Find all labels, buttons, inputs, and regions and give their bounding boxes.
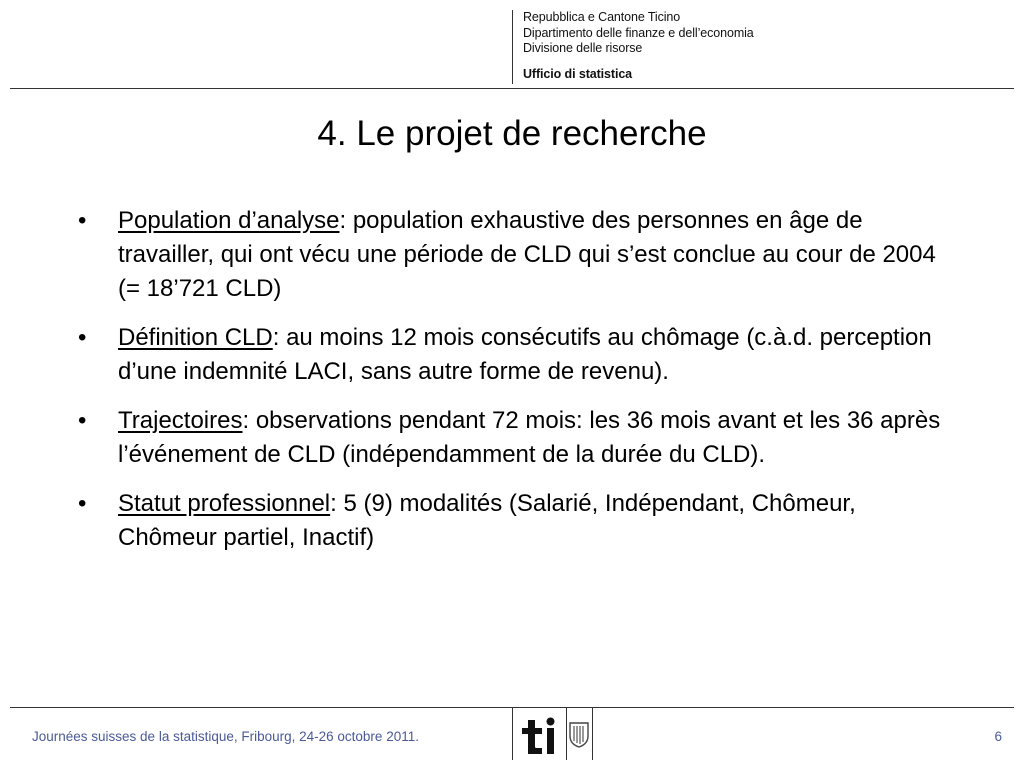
bullet-text: : 5 (9) modalités (Salarié, Indépendant, Chômeur, Chômeur partiel, Inactif) — [118, 490, 856, 551]
bullet-term: Statut professionnel — [118, 490, 331, 517]
footer-logo-area — [512, 708, 592, 760]
bullet-text: : population exhaustive des personnes en âge de travailler, qui ont vécu une période de CLD qui s’est conclue au cour de 2004 (= 18’721 CLD) — [118, 207, 936, 302]
list-item — [70, 404, 950, 472]
bullet-term: Trajectoires — [118, 407, 243, 434]
page-number: 6 — [994, 729, 1002, 744]
bullet-text: : observations pendant 72 mois: les 36 mois avant et les 36 après l’événement de CLD (indépendamment de la durée du CLD). — [118, 407, 941, 468]
bullet-term: Population d’analyse — [118, 207, 340, 234]
bullet-text: : au moins 12 mois consécutifs au chômage (c.à.d. perception d’une indemnité LACI, sans autre forme de revenu). — [118, 324, 932, 385]
bullet-dot: • — [78, 490, 87, 517]
header-line-division: Divisione delle risorse — [523, 41, 643, 55]
bullet-list — [70, 204, 950, 570]
logo-divider-middle — [566, 708, 567, 760]
header-line-republic: Repubblica e Cantone Ticino — [523, 10, 681, 24]
footer-conference-text: Journées suisses de la statistique, Fribourg, 24-26 octobre 2011. — [32, 729, 419, 744]
header-line-department: Dipartimento delle finanze e dell’economia — [523, 25, 754, 40]
bullet-term: Définition CLD — [118, 324, 273, 351]
list-item — [70, 204, 950, 306]
bullet-dot: • — [78, 324, 87, 351]
header-divider — [10, 88, 1014, 89]
list-item — [70, 487, 950, 555]
institution-header — [512, 10, 754, 84]
slide-title: 4. Le projet de recherche — [317, 114, 707, 153]
logo-divider-left — [512, 708, 513, 760]
logo-divider-right — [592, 708, 593, 760]
header-office: Ufficio di statistica — [523, 66, 633, 81]
bullet-dot: • — [78, 407, 87, 434]
bullet-dot: • — [78, 207, 87, 234]
ti-logo — [520, 714, 566, 758]
list-item — [70, 321, 950, 389]
canton-shield-icon — [569, 722, 589, 748]
